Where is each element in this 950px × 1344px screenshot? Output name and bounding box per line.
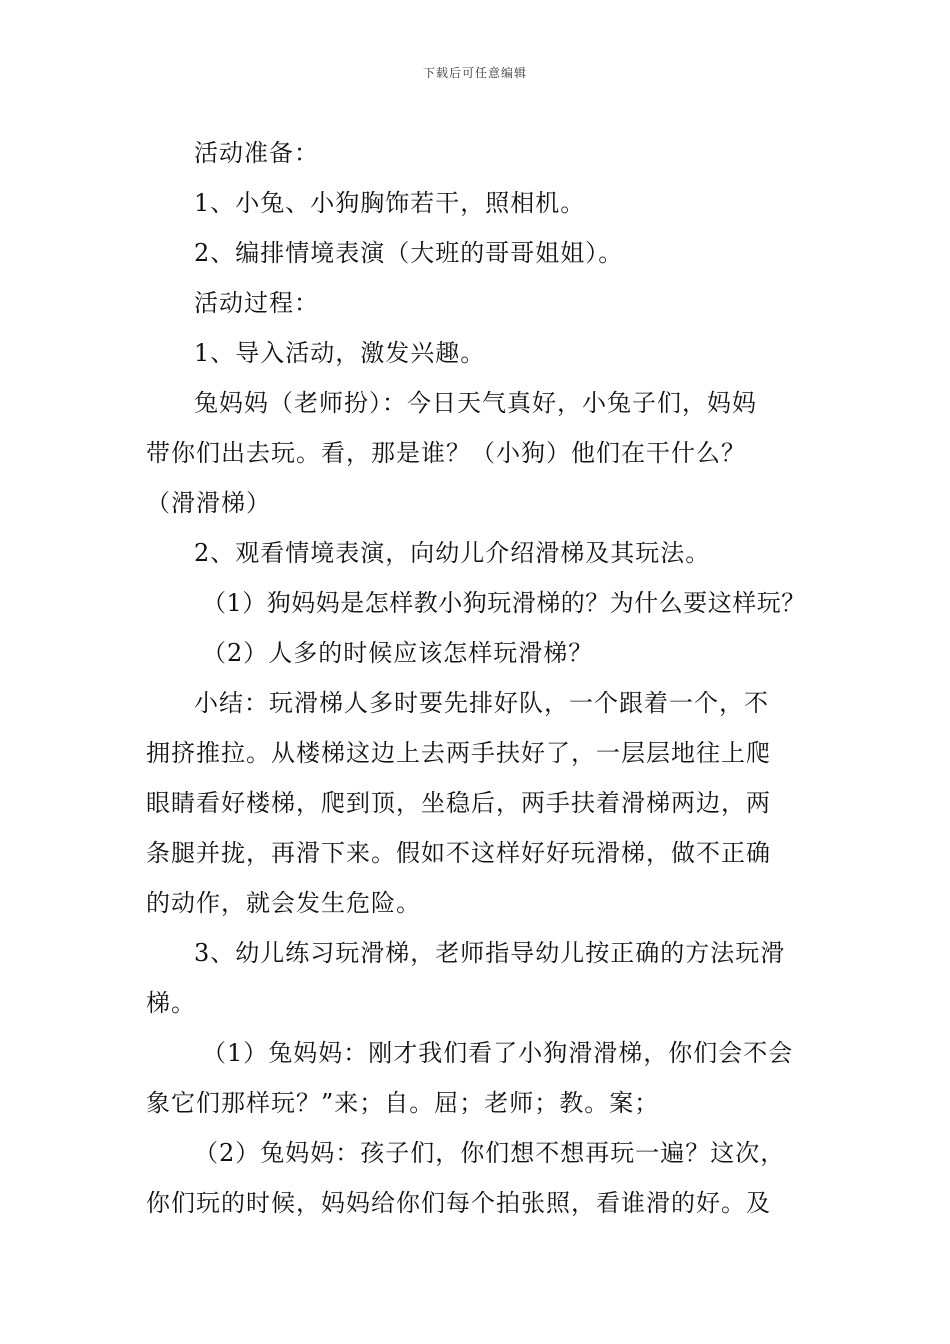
paragraph-line: （滑滑梯） (146, 489, 271, 517)
paragraph-line: 2、编排情境表演（大班的哥哥姐姐）。 (194, 239, 624, 267)
paragraph-line: 拥挤推拉。从楼梯这边上去两手扶好了，一层层地往上爬 (146, 739, 771, 767)
paragraph-line: （1）兔妈妈：刚才我们看了小狗滑滑梯，你们会不会 (202, 1039, 794, 1067)
paragraph-line: 1、导入活动，激发兴趣。 (194, 339, 486, 367)
page-header: 下载后可任意编辑 (422, 66, 527, 80)
paragraph-line: 眼睛看好楼梯，爬到顶，坐稳后，两手扶着滑梯两边，两 (146, 789, 771, 817)
paragraph-line: 带你们出去玩。看，那是谁？（小狗）他们在干什么？ (146, 439, 746, 467)
paragraph-line: （2）人多的时候应该怎样玩滑梯？ (202, 639, 594, 667)
paragraph-line: 梯。 (146, 989, 196, 1017)
paragraph-line: 你们玩的时候，妈妈给你们每个拍张照，看谁滑的好。及 (146, 1189, 771, 1217)
paragraph-line: 3、幼儿练习玩滑梯，老师指导幼儿按正确的方法玩滑 (194, 939, 786, 967)
paragraph-line: （2）兔妈妈：孩子们，你们想不想再玩一遍？这次， (194, 1139, 786, 1167)
paragraph-line: 兔妈妈（老师扮）：今日天气真好，小兔子们，妈妈 (194, 389, 757, 417)
section-heading-process: 活动过程： (194, 289, 319, 317)
paragraph-line: 2、观看情境表演，向幼儿介绍滑梯及其玩法。 (194, 539, 711, 567)
paragraph-line: 的动作，就会发生危险。 (146, 889, 421, 917)
paragraph-line: 小结：玩滑梯人多时要先排好队，一个跟着一个，不 (194, 689, 769, 717)
paragraph-line: 条腿并拢，再滑下来。假如不这样好好玩滑梯，做不正确 (146, 839, 771, 867)
paragraph-line: 象它们那样玩？”来；自。屈；老师；教。案； (146, 1089, 660, 1117)
paragraph-line: 1、小兔、小狗胸饰若干，照相机。 (194, 189, 586, 217)
document-body (146, 128, 810, 1228)
paragraph-line: （1）狗妈妈是怎样教小狗玩滑梯的？为什么要这样玩？ (202, 589, 806, 617)
section-heading-preparation: 活动准备： (194, 139, 319, 167)
